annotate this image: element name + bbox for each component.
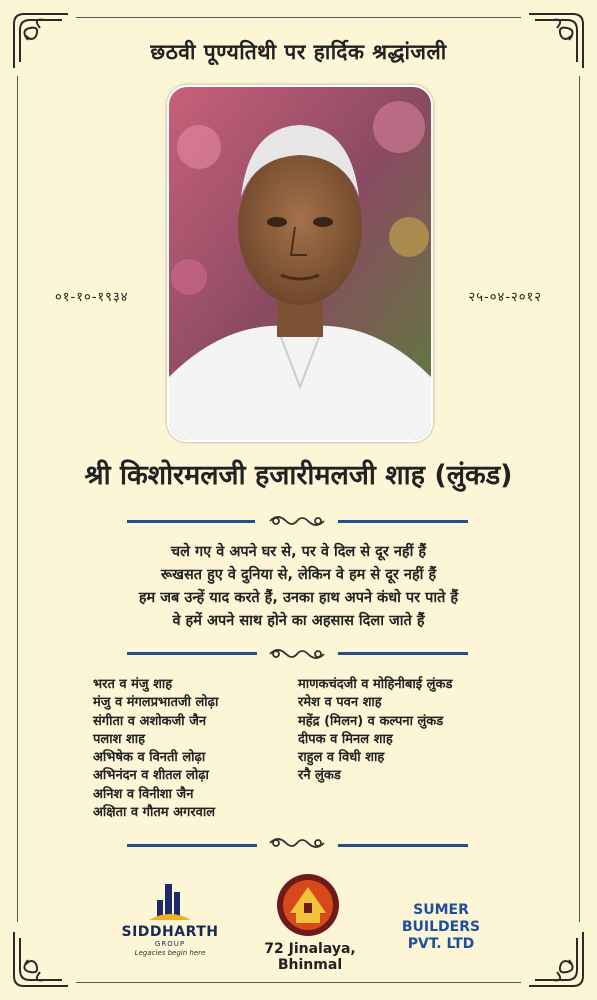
family-name: संगीता व अशोकजी जैन	[93, 713, 207, 729]
poem-line: चले गए वे अपने घर से, पर वे दिल से दूर नहीं हैं	[170, 544, 427, 560]
family-names-right	[298, 676, 452, 786]
scroll-ornament-icon	[268, 834, 326, 852]
siddharth-tagline: Legacies begin here	[134, 949, 206, 957]
divider-line	[338, 844, 468, 847]
poem-line: हम जब उन्हें याद करते हैं, उनका हाथ अपने कंधो पर पाते हैं	[138, 590, 459, 606]
page-title: छठवी पूण्यतिथी पर हार्दिक श्रद्धांजली	[150, 40, 447, 64]
death-date: २५-०४-२०१२	[468, 290, 542, 305]
family-name: अभिनंदन व शीतल लोढ़ा	[93, 768, 209, 784]
family-name: पलाश शाह	[93, 731, 146, 747]
deceased-name: श्री किशोरमलजी हजारीमलजी शाह (लुंकड)	[84, 460, 513, 491]
poem-line: वे हमें अपने साथ होने का अहसास दिला जाते हैं	[172, 613, 425, 629]
border-left	[17, 76, 18, 922]
family-name: अक्षिता व गौतम अगरवाल	[93, 805, 216, 821]
scroll-ornament-icon	[268, 512, 326, 530]
siddharth-group-label: GROUP	[154, 940, 186, 948]
sumer-line: BUILDERS	[401, 919, 481, 935]
sumer-line: SUMER	[413, 902, 469, 918]
divider-line	[338, 652, 468, 655]
border-right	[579, 76, 580, 922]
siddharth-group-logo	[118, 880, 222, 960]
border-bottom	[76, 982, 521, 983]
siddharth-name: SIDDHARTH	[121, 924, 219, 940]
corner-ornament-bottom-left	[10, 928, 72, 990]
divider-line	[127, 844, 257, 847]
family-name: रनै लुंकड	[298, 768, 341, 784]
family-name: अनिश व विनीशा जैन	[93, 786, 194, 802]
jinalaya-label: 72 Jinalaya, Bhinmal	[264, 941, 356, 973]
corner-ornament-bottom-right	[525, 928, 587, 990]
tribute-poem	[0, 541, 597, 633]
poem-line: रूखसत हुए वे दुनिया से, लेकिन वे हम से दूर नहीं हैं	[160, 567, 437, 583]
family-name: मंजु व मंगलप्रभातजी लोढ़ा	[93, 695, 219, 711]
divider-line	[127, 520, 255, 523]
jinalaya-emblem-icon	[276, 873, 340, 937]
family-name: दीपक व मिनल शाह	[298, 731, 393, 747]
building-icon	[145, 880, 195, 924]
border-top	[76, 17, 521, 18]
family-name: राहुल व विधी शाह	[298, 750, 385, 766]
portrait-photo	[167, 85, 433, 442]
family-name: महेंद्र (मिलन) व कल्पना लुंकड	[298, 713, 444, 729]
sumer-builders-logo	[393, 902, 489, 953]
family-name: भरत व मंजु शाह	[93, 677, 173, 692]
family-names-left	[93, 676, 218, 822]
scroll-ornament-icon	[268, 645, 326, 663]
divider-line	[127, 652, 257, 655]
family-name: रमेश व पवन शाह	[298, 695, 382, 711]
family-name: अभिषेक व विनती लोढ़ा	[93, 750, 206, 766]
sumer-line: PVT. LTD	[407, 936, 475, 952]
divider-line	[338, 520, 468, 523]
family-name: माणकचंदजी व मोहिनीबाई लुंकड	[298, 677, 453, 692]
birth-date: ०१-१०-१९३४	[55, 290, 129, 305]
